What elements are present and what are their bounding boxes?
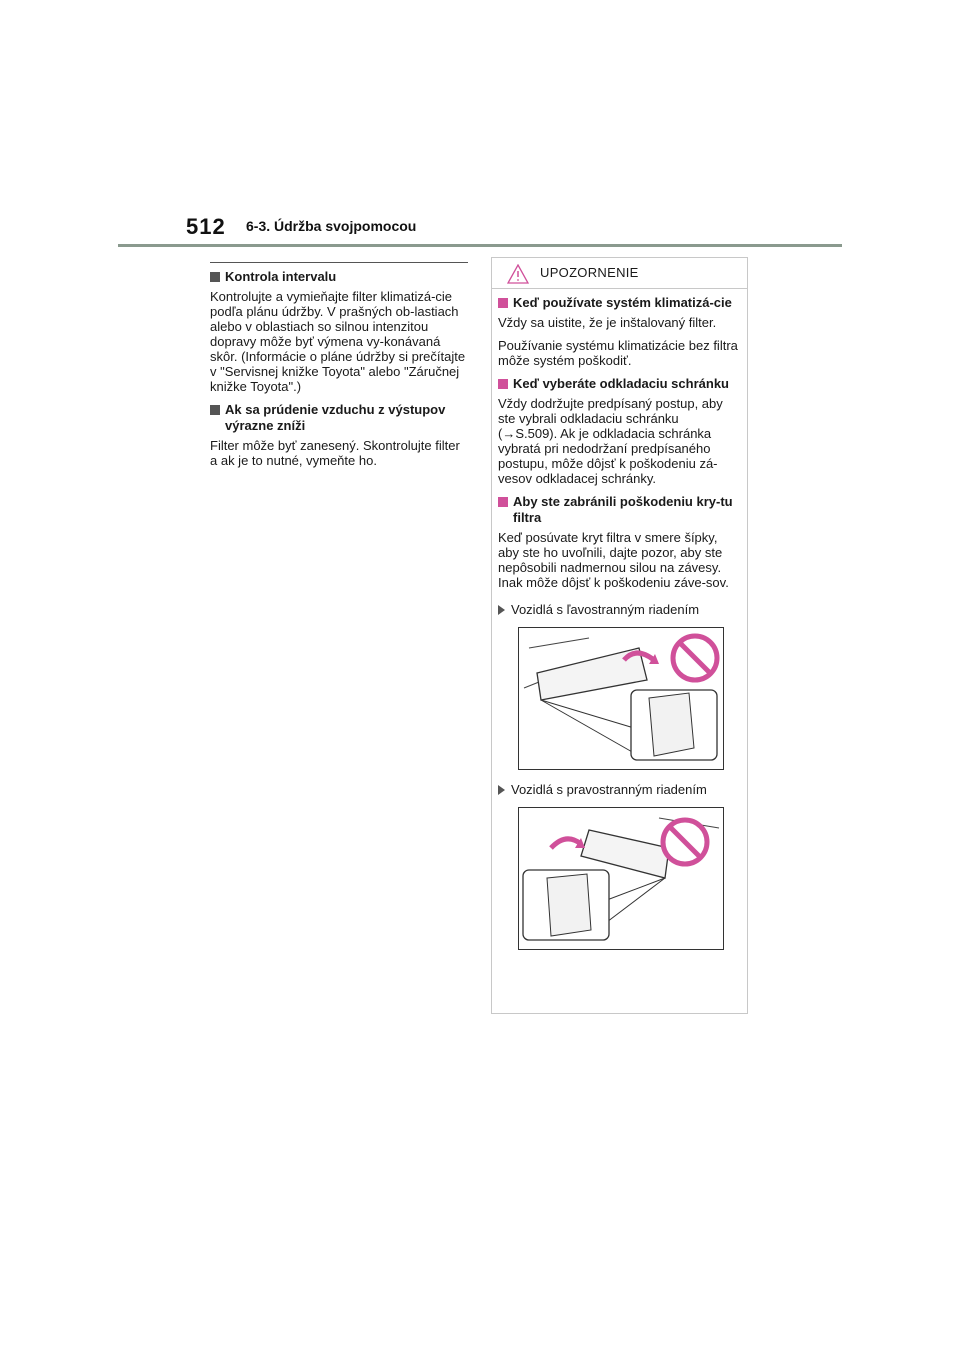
warning-paragraph-ac-1: Vždy sa uistite, že je inštalovaný filter. bbox=[498, 315, 717, 330]
header-rule bbox=[118, 244, 842, 247]
triangle-bullet-icon bbox=[498, 785, 505, 795]
warning-heading-glovebox-text: Keď vyberáte odkladaciu schránku bbox=[513, 376, 729, 391]
square-bullet-icon bbox=[498, 497, 508, 507]
page-number: 512 bbox=[186, 214, 226, 239]
paragraph-interval: Kontrolujte a vymieňajte filter klimatizá-cie podľa plánu údržby. V prašných ob-lastiach alebo v oblastiach so silnou intenzitou dopravy môže byť výmena vy-konávaná skôr. (Informácie o pláne údržby si prečítajte v "Servisnej knižke Toyota" alebo "Záručnej knižke Toyota".) bbox=[210, 289, 466, 394]
warning-heading-glovebox bbox=[498, 376, 741, 392]
warning-paragraph-glovebox: Vždy dodržujte predpísaný postup, aby ste vybrali odkladaciu schránku (→S.509). Ak je odkladacia schránka vybratá pri nedodržaní predpísaného postupu, môže dôjsť k poškodeniu zá-vesov odkladacej schránky. bbox=[498, 396, 723, 486]
list-item bbox=[498, 602, 741, 617]
warning-heading-ac bbox=[498, 295, 741, 311]
paragraph-airflow: Filter môže byť zanesený. Skontrolujte filter a ak je to nutné, vymeňte ho. bbox=[210, 438, 460, 468]
heading-airflow bbox=[210, 402, 468, 434]
item-rhd-text: Vozidlá s pravostranným riadením bbox=[511, 782, 707, 797]
warning-heading-cover-text: Aby ste zabránili poškodeniu kry-tu filtra bbox=[513, 494, 733, 525]
square-bullet-icon bbox=[210, 272, 220, 282]
warning-triangle-icon bbox=[507, 264, 529, 284]
figure-rhd-illustration bbox=[518, 807, 724, 950]
square-bullet-icon bbox=[498, 379, 508, 389]
triangle-bullet-icon bbox=[498, 605, 505, 615]
item-lhd-text: Vozidlá s ľavostranným riadením bbox=[511, 602, 700, 617]
warning-paragraph-ac-2: Používanie systému klimatizácie bez filtra môže systém poškodiť. bbox=[498, 338, 738, 368]
warning-box bbox=[491, 257, 748, 1014]
warning-paragraph-cover: Keď posúvate kryt filtra v smere šípky, aby ste ho uvoľnili, dajte pozor, aby ste nepôsobili nadmernou silou na závesy. Inak môže dôjsť k poškodeniu záve-sov. bbox=[498, 530, 729, 590]
list-item bbox=[498, 782, 741, 797]
left-column bbox=[210, 262, 468, 476]
warning-heading-ac-text: Keď používate systém klimatizá-cie bbox=[513, 295, 732, 310]
heading-interval-text: Kontrola intervalu bbox=[225, 269, 337, 284]
square-bullet-icon bbox=[498, 298, 508, 308]
heading-interval bbox=[210, 269, 468, 285]
warning-body bbox=[492, 289, 747, 950]
figure-lhd-illustration bbox=[518, 627, 724, 770]
square-bullet-icon bbox=[210, 405, 220, 415]
warning-header bbox=[492, 258, 747, 289]
warning-title: UPOZORNENIE bbox=[540, 265, 639, 280]
heading-airflow-text: Ak sa prúdenie vzduchu z výstupov výrazne zníži bbox=[225, 402, 446, 433]
section-title: 6-3. Údržba svojpomocou bbox=[246, 218, 417, 234]
warning-heading-cover bbox=[498, 494, 741, 526]
